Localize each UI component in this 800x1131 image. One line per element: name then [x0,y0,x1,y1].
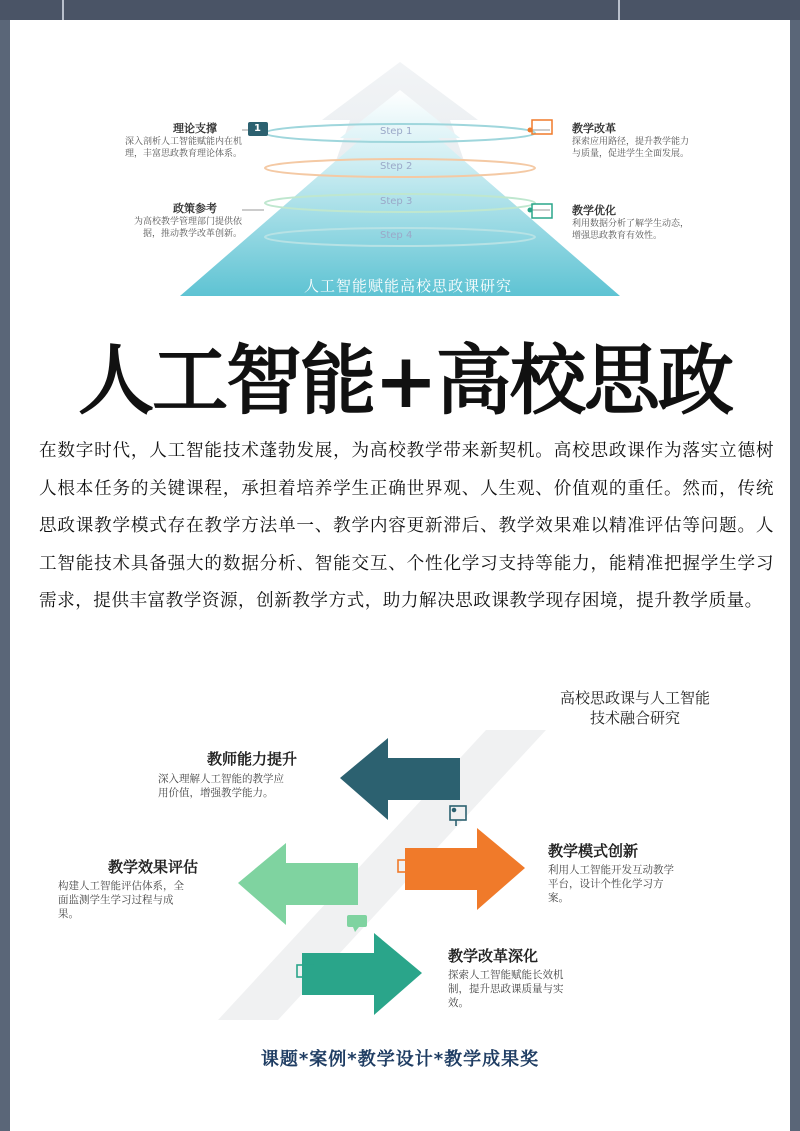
top-frame-bar [0,0,800,20]
reform-deepening-title: 教学改革深化 [448,947,539,965]
frame-divider [618,0,620,20]
teaching-effect-desc: 构建人工智能评估体系，全 面监测学生学习过程与成 果。 [58,880,184,920]
policy-reference-title: 政策参考 [173,202,217,215]
teaching-mode-title: 教学模式创新 [548,842,639,860]
step-badge: 1 [254,123,261,134]
page-headline: 人工智能+高校思政 [78,336,732,425]
teaching-reform-desc: 探索应用路径，提升教学能力 与质量，促进学生全面发展。 [572,137,690,159]
frame-divider [62,0,64,20]
teaching-optimization-title: 教学优化 [572,204,616,217]
step-label-3: Step 3 [380,196,413,207]
teaching-effect-title: 教学效果评估 [108,858,199,876]
step-label-1: Step 1 [380,126,413,137]
teacher-ability-title: 教师能力提升 [207,750,298,768]
step-label-2: Step 2 [380,161,413,172]
arrow-caption: 人工智能赋能高校思政课研究 [303,277,512,295]
research-arrow-diagram [10,20,790,320]
teaching-optimization-desc: 利用数据分析了解学生动态， 增强思政教育有效性。 [572,219,690,241]
body-paragraph: 在数字时代，人工智能技术蓬勃发展，为高校教学带来新契机。高校思政课作为落实立德树人根本任务的关键课程，承担着培养学生正确世界观、人生观、价值观的重任。然而，传统思政课教学模式存在教学方法单一、教学内容更新滞后、教学效果难以精准评估等问题。人工智能技术具备强大的数据分析、智能交互、个性化学习支持等能力，能精准把握学生学习需求，提供丰富教学资源，创新教学方式，助力解决思政课教学现存困境，提升教学质量。 [39,441,774,611]
teaching-reform-title: 教学改革 [572,122,616,135]
document-page [10,20,790,1131]
theory-support-title: 理论支撑 [173,122,217,135]
theory-support-desc: 深入剖析人工智能赋能内在机 理，丰富思政教育理论体系。 [124,137,242,159]
footer-tagline: 课题*案例*教学设计*教学成果奖 [260,1049,540,1070]
teaching-mode-desc: 利用人工智能开发互动教学 平台，设计个性化学习方 案。 [548,864,674,904]
integration-section-title: 高校思政课与人工智能 技术融合研究 [559,689,710,727]
reform-deepening-desc: 探索人工智能赋能长效机 制，提升思政课质量与实 效。 [448,969,564,1009]
step-label-4: Step 4 [380,230,413,241]
teacher-ability-desc: 深入理解人工智能的教学应 用价值，增强教学能力。 [158,773,284,799]
policy-reference-desc: 为高校教学管理部门提供依 据，推动教学改革创新。 [133,217,242,239]
